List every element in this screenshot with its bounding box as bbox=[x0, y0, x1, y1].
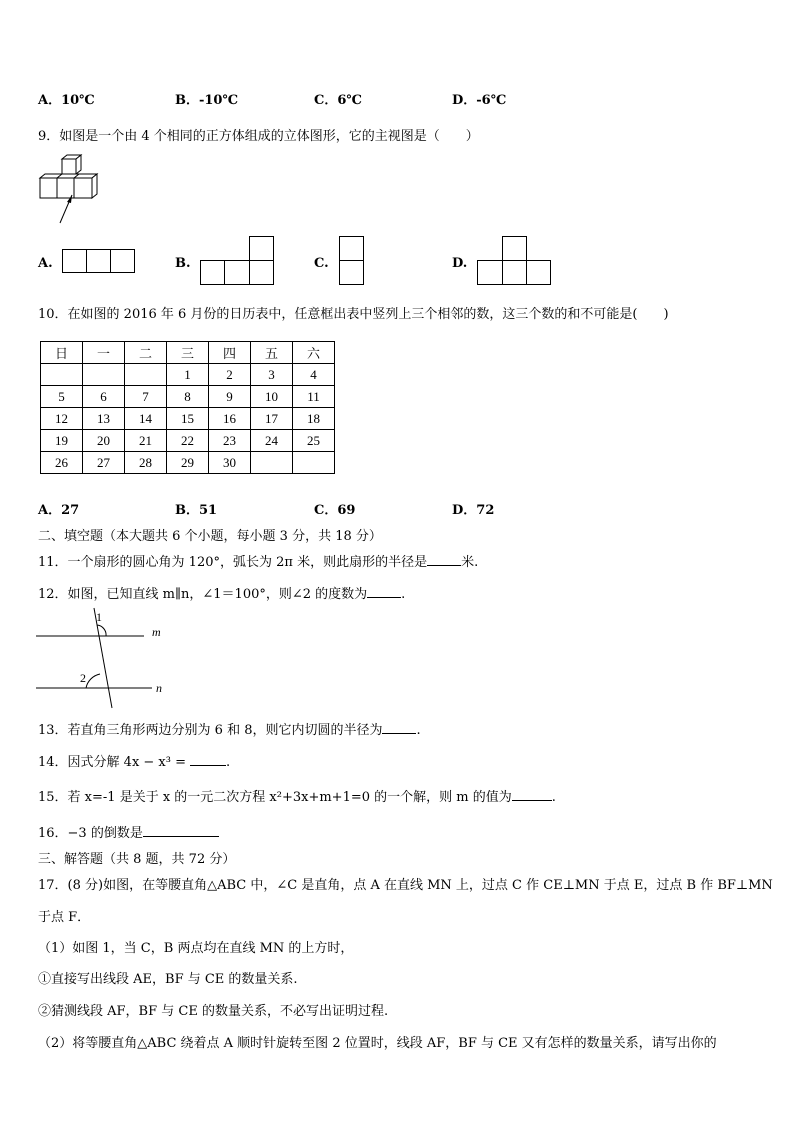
calendar-row bbox=[41, 430, 335, 452]
q16 bbox=[38, 822, 219, 841]
q12-angle2-label: 2 bbox=[80, 671, 86, 685]
calendar-cell: 2 bbox=[209, 364, 251, 386]
q14-answer-blank[interactable] bbox=[190, 765, 226, 766]
q8-option-c: C．6℃ bbox=[314, 93, 362, 108]
q10-option-d: D．72 bbox=[452, 503, 495, 518]
q15-tail: . bbox=[551, 790, 556, 805]
q17-sub2: ②猜测线段 AF，BF 与 CE 的数量关系，不必写出证明过程. bbox=[38, 1004, 389, 1019]
q11-answer-blank[interactable] bbox=[427, 565, 461, 566]
q12-angle1-label: 1 bbox=[96, 610, 102, 624]
calendar-row bbox=[41, 386, 335, 408]
calendar-cell: 27 bbox=[83, 452, 125, 474]
calendar-header-cell: 一 bbox=[83, 342, 125, 364]
q11-text: 11．一个扇形的圆心角为 120°，弧长为 2π 米，则此扇形的半径是 bbox=[38, 555, 428, 570]
q13 bbox=[38, 719, 421, 738]
q17-line1: 17．(8 分)如图，在等腰直角△ABC 中，∠C 是直角，点 A 在直线 MN 上，过点 C 作 CE⊥MN 于点 E，过点 B 作 BF⊥MN bbox=[38, 878, 773, 893]
calendar-cell: 22 bbox=[167, 430, 209, 452]
calendar-cell: 12 bbox=[41, 408, 83, 430]
q17-sub1: ①直接写出线段 AE，BF 与 CE 的数量关系. bbox=[38, 972, 298, 987]
q11 bbox=[38, 551, 478, 570]
q9-cube-figure bbox=[36, 153, 106, 228]
calendar-cell: 11 bbox=[293, 386, 335, 408]
calendar-cell: 7 bbox=[125, 386, 167, 408]
calendar-cell: 8 bbox=[167, 386, 209, 408]
q14-tail: . bbox=[226, 755, 231, 770]
q12-line-n-label: n bbox=[156, 681, 162, 695]
q12 bbox=[38, 583, 405, 602]
calendar-cell: 20 bbox=[83, 430, 125, 452]
calendar-cell: 16 bbox=[209, 408, 251, 430]
calendar-cell: 10 bbox=[251, 386, 293, 408]
q14-text: 14．因式分解 4x − x³ = bbox=[38, 755, 187, 770]
q13-tail: . bbox=[416, 723, 421, 738]
q17-line2: 于点 F． bbox=[38, 910, 91, 925]
q12-answer-blank[interactable] bbox=[367, 597, 401, 598]
q13-answer-blank[interactable] bbox=[382, 733, 416, 734]
calendar-cell: 21 bbox=[125, 430, 167, 452]
calendar-header-cell: 日 bbox=[41, 342, 83, 364]
calendar-cell: 19 bbox=[41, 430, 83, 452]
q9-option-c-label: C. bbox=[314, 256, 329, 271]
q11-tail: 米. bbox=[461, 555, 479, 570]
calendar-row bbox=[41, 452, 335, 474]
calendar-table bbox=[40, 341, 335, 474]
q9-option-a-figure bbox=[62, 249, 137, 274]
q9-stem: 9．如图是一个由 4 个相同的正方体组成的立体图形，它的主视图是（ ） bbox=[38, 129, 479, 144]
q16-answer-blank[interactable] bbox=[143, 836, 219, 837]
calendar-row bbox=[41, 408, 335, 430]
calendar-cell: 18 bbox=[293, 408, 335, 430]
calendar-header-cell: 三 bbox=[167, 342, 209, 364]
calendar-header-cell: 四 bbox=[209, 342, 251, 364]
section3-heading: 三、解答题（共 8 题，共 72 分） bbox=[38, 852, 236, 867]
calendar-cell bbox=[251, 452, 293, 474]
calendar-cell: 26 bbox=[41, 452, 83, 474]
q9-option-b-figure bbox=[200, 236, 276, 286]
calendar-cell bbox=[41, 364, 83, 386]
q10-option-b: B．51 bbox=[175, 503, 218, 518]
calendar-cell: 3 bbox=[251, 364, 293, 386]
calendar-cell: 17 bbox=[251, 408, 293, 430]
q12-line-m-label: m bbox=[152, 625, 161, 639]
calendar-cell: 4 bbox=[293, 364, 335, 386]
q9-option-d-label: D. bbox=[452, 256, 468, 271]
q14 bbox=[38, 751, 230, 770]
calendar-cell: 23 bbox=[209, 430, 251, 452]
calendar-cell: 6 bbox=[83, 386, 125, 408]
q17-part1: （1）如图 1，当 C，B 两点均在直线 MN 的上方时， bbox=[38, 941, 354, 956]
calendar-header-row bbox=[41, 342, 335, 364]
calendar-cell: 14 bbox=[125, 408, 167, 430]
q15-answer-blank[interactable] bbox=[512, 800, 552, 801]
calendar-cell: 29 bbox=[167, 452, 209, 474]
calendar-cell: 9 bbox=[209, 386, 251, 408]
section2-heading: 二、填空题（本大题共 6 个小题，每小题 3 分，共 18 分） bbox=[38, 529, 382, 544]
calendar-cell: 15 bbox=[167, 408, 209, 430]
q10-option-c: C．69 bbox=[314, 503, 356, 518]
q8-option-a: A．10℃ bbox=[38, 93, 95, 108]
calendar-cell: 30 bbox=[209, 452, 251, 474]
calendar-header-cell: 二 bbox=[125, 342, 167, 364]
calendar-row bbox=[41, 364, 335, 386]
calendar-header-cell: 五 bbox=[251, 342, 293, 364]
q9-option-d-figure bbox=[477, 236, 553, 286]
q9-option-b-label: B. bbox=[175, 256, 191, 271]
calendar-cell: 13 bbox=[83, 408, 125, 430]
q10-stem: 10．在如图的 2016 年 6 月份的日历表中，任意框出表中竖列上三个相邻的数，这三个数的和不可能是( ) bbox=[38, 307, 669, 322]
q8-option-b: B．-10℃ bbox=[175, 93, 239, 108]
calendar-cell: 25 bbox=[293, 430, 335, 452]
q12-text: 12．如图，已知直线 m∥n，∠1＝100°，则∠2 的度数为 bbox=[38, 587, 368, 602]
q13-text: 13．若直角三角形两边分别为 6 和 8，则它内切圆的半径为 bbox=[38, 723, 383, 738]
q15 bbox=[38, 786, 556, 805]
q16-text: 16．−3 的倒数是 bbox=[38, 826, 143, 841]
calendar-cell: 5 bbox=[41, 386, 83, 408]
calendar-cell bbox=[125, 364, 167, 386]
q9-option-a-label: A. bbox=[38, 256, 53, 271]
q15-text: 15．若 x=-1 是关于 x 的一元二次方程 x²+3x+m+1=0 的一个解，则 m 的值为 bbox=[38, 790, 512, 805]
calendar-cell: 24 bbox=[251, 430, 293, 452]
q12-parallel-lines-figure bbox=[36, 608, 176, 708]
calendar-header-cell: 六 bbox=[293, 342, 335, 364]
q12-tail: . bbox=[401, 587, 406, 602]
q8-option-d: D．-6℃ bbox=[452, 93, 507, 108]
calendar-cell: 1 bbox=[167, 364, 209, 386]
calendar-cell: 28 bbox=[125, 452, 167, 474]
q17-part2: （2）将等腰直角△ABC 绕着点 A 顺时针旋转至图 2 位置时，线段 AF，BF 与 CE 又有怎样的数量关系，请写出你的 bbox=[38, 1036, 717, 1051]
q10-option-a: A．27 bbox=[38, 503, 80, 518]
calendar-cell bbox=[83, 364, 125, 386]
q9-option-c-figure bbox=[339, 236, 365, 286]
calendar-cell bbox=[293, 452, 335, 474]
